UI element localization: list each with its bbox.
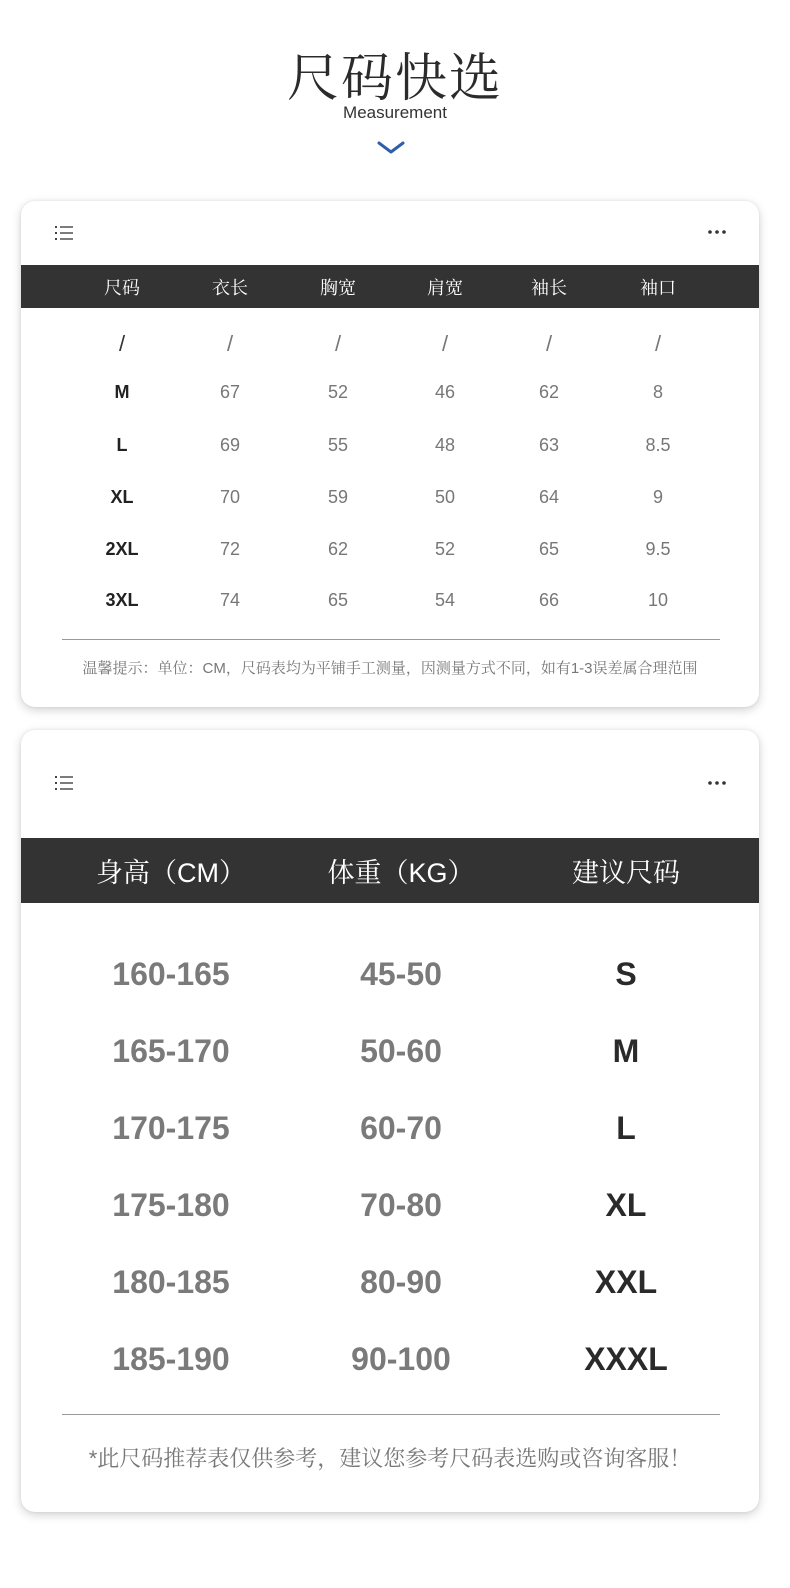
table-cell: 165-170 — [112, 1033, 230, 1069]
table-cell: 62 — [538, 382, 560, 402]
table-cell: / — [441, 331, 449, 356]
table-cell: 2XL — [105, 539, 139, 559]
column-header-shoulder: 肩宽 — [427, 277, 463, 298]
column-header-chest: 胸宽 — [320, 277, 356, 298]
table-cell: XL — [110, 487, 134, 507]
column-header-cuff: 袖口 — [640, 277, 676, 298]
table-cell: L — [116, 435, 128, 455]
table-cell: 9.5 — [645, 539, 671, 559]
page-header — [0, 0, 790, 200]
table-cell: 65 — [327, 590, 349, 610]
table-cell: 45-50 — [360, 956, 442, 992]
table-cell: 8.5 — [645, 435, 671, 455]
table-cell: 50-60 — [360, 1033, 442, 1069]
table-cell: M — [114, 382, 130, 402]
table-cell: S — [615, 956, 637, 992]
list-icon[interactable] — [55, 225, 73, 241]
list-icon[interactable] — [55, 775, 73, 791]
table-cell: M — [612, 1033, 640, 1069]
table-cell: 3XL — [105, 590, 139, 610]
table-cell: / — [654, 331, 662, 356]
table-cell: 72 — [219, 539, 241, 559]
table-cell: 63 — [538, 435, 560, 455]
table-cell: XXXL — [584, 1341, 668, 1377]
table-cell: 90-100 — [351, 1341, 451, 1377]
size-chart-header — [21, 265, 759, 308]
table-cell: 175-180 — [112, 1187, 230, 1223]
table-cell: 48 — [434, 435, 456, 455]
table-cell: 64 — [538, 487, 560, 507]
table-cell: 60-70 — [360, 1110, 442, 1146]
table-cell: 50 — [434, 487, 456, 507]
table-cell: / — [226, 331, 234, 356]
chevron-down-icon — [377, 140, 405, 156]
table-cell: / — [118, 331, 126, 356]
size-recommendation-card — [21, 730, 759, 1512]
table-cell: 52 — [434, 539, 456, 559]
more-icon[interactable] — [707, 229, 727, 235]
table-cell: XL — [605, 1187, 647, 1223]
column-header-height: 身高（CM） — [96, 858, 246, 888]
recommendation-note: *此尺码推荐表仅供参考，建议您参考尺码表选购或咨询客服！ — [88, 1446, 692, 1471]
table-cell: 62 — [327, 539, 349, 559]
table-cell: 170-175 — [112, 1110, 230, 1146]
column-header-recommended-size: 建议尺码 — [572, 858, 680, 888]
size-chart-card — [21, 201, 759, 707]
table-cell: 70 — [219, 487, 241, 507]
table-cell: 80-90 — [360, 1264, 442, 1300]
table-cell: 185-190 — [112, 1341, 230, 1377]
column-header-sleeve: 袖长 — [531, 277, 567, 298]
column-header-length: 衣长 — [212, 277, 248, 298]
more-icon[interactable] — [707, 780, 727, 786]
recommendation-header — [21, 838, 759, 903]
table-cell: 46 — [434, 382, 456, 402]
page-subtitle: Measurement — [343, 103, 447, 122]
table-cell: L — [616, 1110, 636, 1146]
table-cell: 70-80 — [360, 1187, 442, 1223]
table-cell: 160-165 — [112, 956, 230, 992]
table-cell: 55 — [327, 435, 349, 455]
table-cell: 74 — [219, 590, 241, 610]
table-cell: 8 — [652, 382, 663, 402]
divider — [62, 639, 720, 640]
size-chart-note: 温馨提示：单位：CM，尺码表均为平铺手工测量，因测量方式不同，如有1-3误差属合理范围 — [82, 660, 698, 677]
column-header-weight: 体重（KG） — [327, 858, 475, 888]
column-header-size: 尺码 — [104, 277, 140, 298]
table-cell: 54 — [434, 590, 456, 610]
table-cell: / — [545, 331, 553, 356]
table-cell: 67 — [219, 382, 241, 402]
table-cell: 180-185 — [112, 1264, 230, 1300]
table-cell: 69 — [219, 435, 241, 455]
table-cell: 9 — [652, 487, 663, 507]
page-title: 尺码快选 — [286, 50, 503, 108]
table-cell: 59 — [327, 487, 349, 507]
divider — [62, 1414, 720, 1415]
table-cell: 10 — [647, 590, 669, 610]
table-cell: 65 — [538, 539, 560, 559]
table-cell: XXL — [594, 1264, 658, 1300]
table-cell: 66 — [538, 590, 560, 610]
table-cell: / — [334, 331, 342, 356]
table-cell: 52 — [327, 382, 349, 402]
